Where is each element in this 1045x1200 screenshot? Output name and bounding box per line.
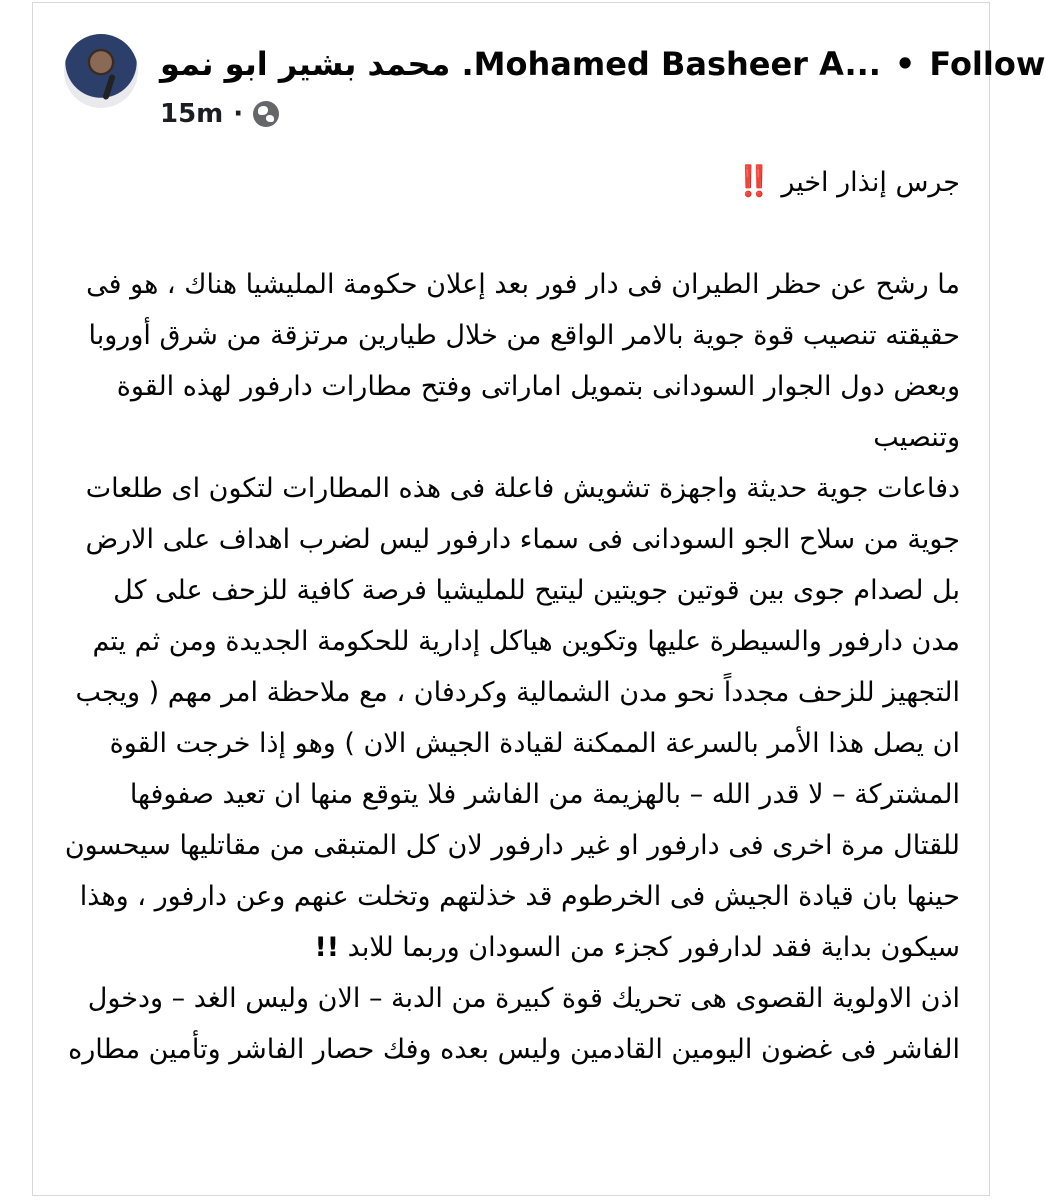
double-exclamation-emoji: ‼️ <box>735 164 773 199</box>
meta-separator: · <box>233 99 244 129</box>
post-header <box>64 34 1045 144</box>
post-time[interactable]: 15m <box>160 99 224 129</box>
post-title-line <box>64 156 960 208</box>
author-avatar[interactable] <box>64 34 138 108</box>
name-separator: • <box>894 45 916 83</box>
post-title: جرس إنذار اخير <box>781 167 960 198</box>
follow-button[interactable]: Follow <box>929 45 1045 83</box>
post-paragraph-2 <box>64 463 960 973</box>
paragraph-2-exclamation: !! <box>314 932 340 963</box>
post-meta <box>160 94 279 134</box>
author-row <box>160 40 1045 88</box>
post-body <box>64 156 960 1075</box>
author-name[interactable]: محمد بشير ابو نمو .Mohamed Basheer A... <box>160 45 881 83</box>
microphone-icon <box>102 74 116 101</box>
globe-icon[interactable] <box>253 101 279 127</box>
post-paragraph-2-text: دفاعات جوية حديثة واجهزة تشويش فاعلة فى هذه المطارات لتكون اى طلعات جوية من سلاح الجو السودانى فى سماء دارفور ليس لضرب اهداف على الارض بل لصدام جوى بين قوتين جويتين ليتيح للمليشيا فرصة كافية للزحف على كل مدن دارفور والسيطرة عليها وتكوين هياكل إدارية للحكومة الجديدة ومن ثم يتم التجهيز للزحف مجدداً نحو مدن الشمالية وكردفان ، مع ملاحظة امر مهم ( ويجب ان يصل هذا الأمر بالسرعة الممكنة لقيادة الجيش الان ) وهو إذا خرجت القوة المشتركة – لا قدر الله – بالهزيمة من الفاشر فلا يتوقع منها ان تعيد صفوفها للقتال مرة اخرى فى دارفور او غير دارفور لان كل المتبقى من مقاتليها سيحسون حينها بان قيادة الجيش فى الخرطوم قد خذلتهم وتخلت عنهم وعن دارفور ، وهذا سيكون بداية فقد لدارفور كجزء من السودان وربما للابد <box>64 473 960 963</box>
post-paragraph-3: اذن الاولوية القصوى هى تحريك قوة كبيرة من الدبة – الان وليس الغد – ودخول الفاشر فى غضون اليومين القادمين وليس بعده وفك حصار الفاشر وتأمين مطاره <box>68 983 960 1065</box>
post-paragraph-1: ما رشح عن حظر الطيران فى دار فور بعد إعلان حكومة المليشيا هناك ، هو فى حقيقته تنصيب قوة جوية بالامر الواقع من خلال طيارين مرتزقة من شرق أوروبا وبعض دول الجوار السودانى بتمويل اماراتى وفتح مطارات دارفور لهذه القوة وتنصيب <box>86 269 960 453</box>
